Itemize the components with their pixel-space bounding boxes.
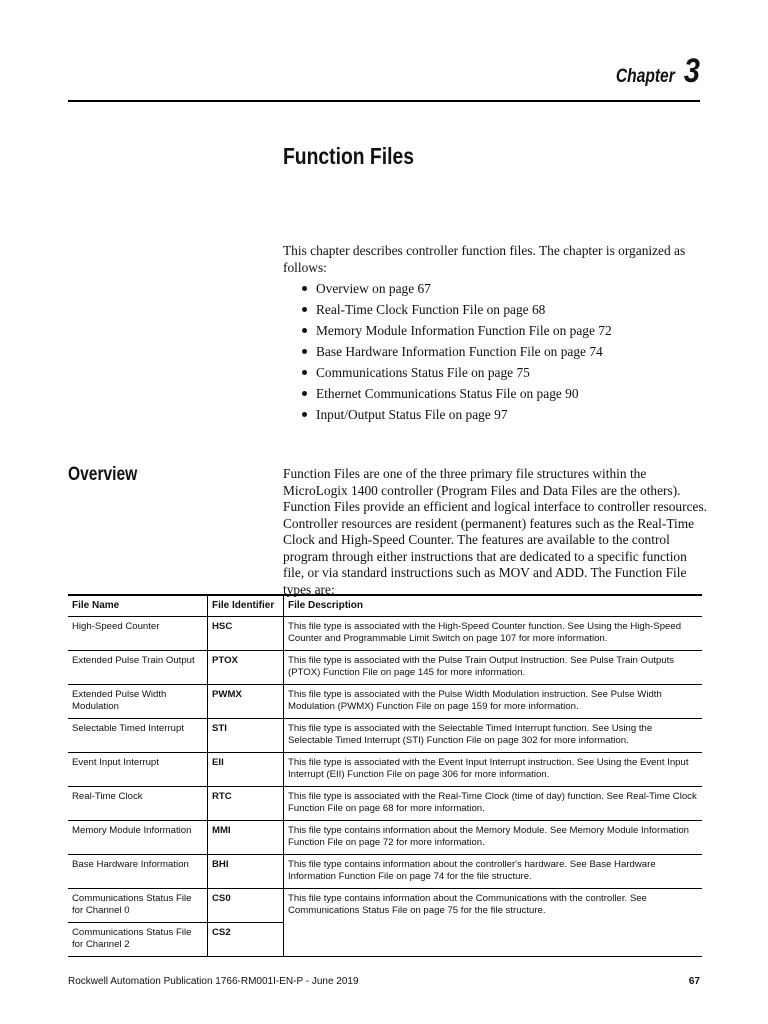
list-item [283,278,703,299]
bullet-icon [302,307,307,312]
file-identifier-cell: RTC [208,787,284,821]
list-item [283,383,703,404]
table-row [68,821,702,855]
table-row [68,685,702,719]
table-row [68,753,702,787]
file-description-cell: This file type contains information about the Memory Module. See Memory Module Information Function File on page 72 for more information. [284,821,703,855]
table-row [68,889,702,923]
list-item-text: Overview on page 67 [316,281,431,296]
list-item-text: Real-Time Clock Function File on page 68 [316,302,546,317]
intro-section [283,242,703,425]
table-row [68,719,702,753]
file-description-cell: This file type is associated with the Pulse Width Modulation instruction. See Pulse Width Modulation (PWMX) Function File on page 159 for more information. [284,685,703,719]
file-description-cell: This file type contains information about the Communications with the controller. See Communications Status File on page 75 for the file structure. [284,889,703,957]
list-item-text: Input/Output Status File on page 97 [316,407,508,422]
file-identifier-cell: PWMX [208,685,284,719]
file-description-cell: This file type is associated with the Event Input Interrupt instruction. See Using the Event Input Interrupt (EII) Function File on page 306 for more information. [284,753,703,787]
chapter-contents-list [283,278,703,425]
chapter-number: 3 [683,52,700,90]
overview-heading: Overview [68,464,138,485]
bullet-icon [302,391,307,396]
table-row [68,617,702,651]
file-description-cell: This file type is associated with the Selectable Timed Interrupt function. See Using the Selectable Timed Interrupt (STI) Function File on page 302 for more information. [284,719,703,753]
file-name-cell: Communications Status File for Channel 0 [68,889,208,923]
bullet-icon [302,328,307,333]
file-name-cell: Extended Pulse Train Output [68,651,208,685]
column-header-file-name: File Name [68,595,208,617]
overview-paragraph: Function Files are one of the three primary file structures within the MicroLogix 1400 controller (Program Files and Data Files are the others). Function Files provide an efficient and logical interface to controller resources. Controller resources are resident (permanent) features such as the Real-Time Clock and High-Speed Counter. The features are available to the control program through either instructions that are dedicated to a specific function file, or via standard instructions such as MOV and ADD. The Function File types are: [283,466,708,597]
list-item-text: Base Hardware Information Function File on page 74 [316,344,603,359]
page-number: 67 [688,976,700,987]
file-name-cell: Memory Module Information [68,821,208,855]
list-item [283,341,703,362]
table-row [68,787,702,821]
file-name-cell: Selectable Timed Interrupt [68,719,208,753]
list-item-text: Memory Module Information Function File on page 72 [316,323,612,338]
file-description-cell: This file type is associated with the High-Speed Counter function. See Using the High-Speed Counter and Programmable Limit Switch on page 107 for more information. [284,617,703,651]
list-item [283,299,703,320]
chapter-word: Chapter [616,66,676,87]
list-item [283,362,703,383]
file-identifier-cell: HSC [208,617,284,651]
file-name-cell: Extended Pulse Width Modulation [68,685,208,719]
file-identifier-cell: EII [208,753,284,787]
file-identifier-cell: CS2 [208,923,284,957]
file-description-cell: This file type is associated with the Pulse Train Output Instruction. See Pulse Train Outputs (PTOX) Function File on page 145 for more information. [284,651,703,685]
file-name-cell: Communications Status File for Channel 2 [68,923,208,957]
bullet-icon [302,349,307,354]
chapter-label [603,52,700,91]
file-name-cell: Event Input Interrupt [68,753,208,787]
list-item [283,320,703,341]
bullet-icon [302,412,307,417]
file-name-cell: Real-Time Clock [68,787,208,821]
file-identifier-cell: PTOX [208,651,284,685]
file-description-cell: This file type contains information about the controller's hardware. See Base Hardware Information Function File on page 74 for the file structure. [284,855,703,889]
list-item-text: Communications Status File on page 75 [316,365,530,380]
file-identifier-cell: BHI [208,855,284,889]
list-item-text: Ethernet Communications Status File on page 90 [316,386,579,401]
function-file-table [68,594,702,957]
bullet-icon [302,286,307,291]
publication-info: Rockwell Automation Publication 1766-RM001I-EN-P - June 2019 [68,976,359,987]
file-identifier-cell: CS0 [208,889,284,923]
file-identifier-cell: MMI [208,821,284,855]
file-description-cell: This file type is associated with the Real-Time Clock (time of day) function. See Real-Time Clock Function File on page 68 for more information. [284,787,703,821]
file-name-cell: High-Speed Counter [68,617,208,651]
table-row [68,651,702,685]
bullet-icon [302,370,307,375]
column-header-file-identifier: File Identifier [208,595,284,617]
table-header-row [68,595,702,617]
table-row [68,855,702,889]
header-rule [68,100,700,102]
file-name-cell: Base Hardware Information [68,855,208,889]
file-identifier-cell: STI [208,719,284,753]
page-title: Function Files [283,143,414,169]
list-item [283,404,703,425]
column-header-file-description: File Description [284,595,703,617]
intro-paragraph: This chapter describes controller function files. The chapter is organized as follows: [283,243,686,275]
